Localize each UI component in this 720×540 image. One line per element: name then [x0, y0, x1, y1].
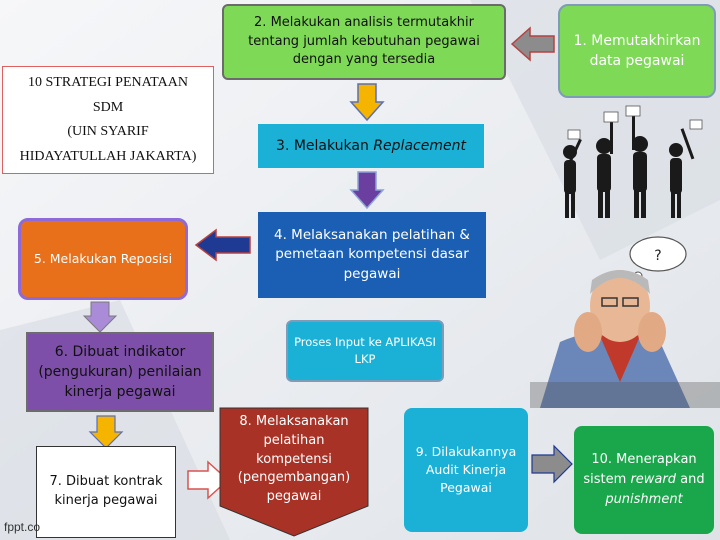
- step-8-box: [228, 408, 360, 512]
- silhouette-people-image: [540, 100, 716, 220]
- arrow-down-2-to-3: [349, 82, 385, 122]
- title-line-3: (UIN SYARIF: [67, 124, 149, 139]
- step-2-text: 2. Melakukan analisis termutakhir tentang jumlah kebutuhan pegawai dengan yang tersedia: [248, 14, 480, 68]
- step-1-box: [558, 4, 716, 98]
- step-10-box: [574, 426, 714, 534]
- arrow-down-3-to-4: [349, 170, 385, 210]
- step-7-box: [36, 446, 176, 538]
- step-10-text: 10. Menerapkan sistem reward and punishment: [583, 451, 705, 508]
- arrow-left-1-to-2: [510, 26, 556, 62]
- title-line-2: SDM: [92, 99, 124, 115]
- step-6-text: 6. Dibuat indikator (pengukuran) penilaian kinerja pegawai: [38, 343, 202, 401]
- arrow-right-9-to-10: [530, 444, 574, 484]
- lkp-process-box: [286, 320, 444, 382]
- step-4-text: 4. Melaksanakan pelatihan & pemetaan kompetensi dasar pegawai: [274, 226, 470, 282]
- arrow-down-5-to-6: [82, 300, 118, 334]
- title-line-1: 10 STRATEGI PENATAAN: [28, 75, 188, 90]
- title-line-4: HIDAYATULLAH JAKARTA): [19, 148, 197, 164]
- footer-logo: fppt.co: [4, 520, 41, 534]
- step-3-box: [258, 124, 484, 168]
- step-8-text: 8. Melaksanakan pelatihan kompetensi (pengembangan) pegawai: [237, 413, 351, 505]
- step-9-text: 9. Dilakukannya Audit Kinerja Pegawai: [415, 443, 517, 496]
- thought-bubble-text: ?: [654, 248, 662, 264]
- step-3-text: 3. Melakukan Replacement: [276, 137, 466, 154]
- step-5-box: [18, 218, 188, 300]
- step-7-text: 7. Dibuat kontrak kinerja pegawai: [49, 474, 163, 508]
- step-4-box: [258, 212, 486, 298]
- title-box: [2, 66, 214, 174]
- stressed-man-image: [530, 232, 720, 408]
- step-6-box: [26, 332, 214, 412]
- step-5-text: 5. Melakukan Reposisi: [33, 250, 173, 266]
- arrow-down-6-to-7: [88, 414, 124, 450]
- step-9-box: [404, 408, 528, 532]
- arrow-left-4-to-5: [194, 228, 252, 262]
- lkp-process-text: Proses Input ke APLIKASI LKP: [294, 335, 436, 366]
- step-1-text: 1. Memutakhirkan data pegawai: [573, 32, 701, 69]
- step-2-box: [222, 4, 506, 80]
